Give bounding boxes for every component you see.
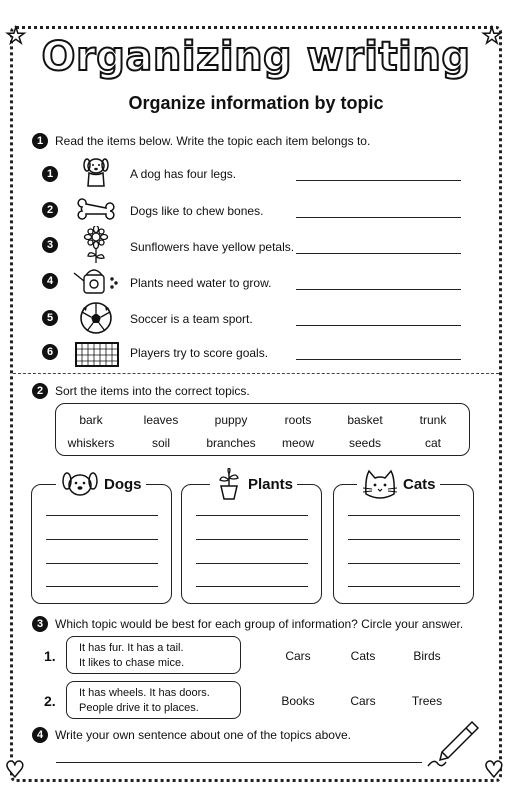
answer-choice[interactable]: Cars (285, 649, 311, 663)
answer-line[interactable] (296, 325, 461, 326)
soccer-ball-icon (74, 302, 118, 334)
answer-choice[interactable]: Birds (413, 649, 441, 663)
topic-label: Cats (403, 475, 436, 493)
clue-line: It has wheels. It has doors. (79, 687, 210, 699)
word-bank (55, 403, 470, 456)
question-box (66, 636, 241, 674)
answer-line[interactable] (348, 539, 460, 540)
item-number: 4 (42, 273, 58, 289)
answer-line[interactable] (296, 180, 461, 181)
answer-line[interactable] (348, 586, 460, 587)
item-number: 3 (42, 237, 58, 253)
word-bank-item: basket (347, 413, 383, 427)
section-3-badge: 3 (32, 616, 48, 632)
word-bank-item: trunk (419, 413, 447, 427)
question-box (66, 681, 241, 719)
dog-icon (74, 155, 118, 187)
answer-choice[interactable]: Cats (350, 649, 376, 663)
topic-label: Plants (248, 475, 294, 493)
topic-header-cats (357, 468, 440, 500)
word-bank-item: bark (79, 413, 103, 427)
dog-icon (60, 468, 100, 500)
topic-header-plants (210, 468, 297, 500)
section-3-instruction: Which topic would be best for each group of information? Circle your answer. (55, 617, 464, 631)
item-text: Players try to score goals. (130, 346, 269, 360)
item-text: Soccer is a team sport. (130, 312, 253, 326)
answer-line[interactable] (348, 515, 460, 516)
answer-line[interactable] (296, 253, 461, 254)
question-number: 1. (44, 648, 56, 664)
sentence-answer-line[interactable] (56, 762, 422, 763)
topic-box-dogs (31, 484, 172, 604)
word-bank-item: seeds (348, 436, 382, 450)
item-text: Dogs like to chew bones. (130, 204, 264, 218)
item-text: A dog has four legs. (130, 167, 237, 181)
item-number: 5 (42, 310, 58, 326)
answer-line[interactable] (46, 586, 158, 587)
answer-line[interactable] (196, 539, 308, 540)
section-4-badge: 4 (32, 727, 48, 743)
section-2-badge: 2 (32, 383, 48, 399)
section-2-instruction: Sort the items into the correct topics. (55, 384, 250, 398)
clue-line: People drive it to places. (79, 702, 199, 714)
section-1-badge: 1 (32, 133, 48, 149)
answer-line[interactable] (46, 515, 158, 516)
bone-icon (74, 195, 118, 227)
question-number: 2. (44, 693, 56, 709)
answer-line[interactable] (196, 563, 308, 564)
topic-label: Dogs (104, 475, 142, 493)
clue-line: It has fur. It has a tail. (79, 642, 184, 654)
topic-header-dogs (56, 468, 146, 500)
item-text: Plants need water to grow. (130, 276, 272, 290)
goal-net-icon (74, 338, 120, 370)
potted-plant-icon (214, 468, 244, 500)
answer-line[interactable] (296, 217, 461, 218)
watering-can-icon (72, 265, 124, 297)
answer-line[interactable] (296, 359, 461, 360)
word-bank-item: soil (151, 436, 170, 450)
word-bank-item: whiskers (67, 436, 115, 450)
star-icon: ★ (482, 24, 502, 49)
item-number: 2 (42, 202, 58, 218)
item-number: 1 (42, 166, 58, 182)
heart-icon: ♥ (484, 758, 504, 783)
word-bank-item: cat (424, 436, 441, 450)
topic-box-cats (333, 484, 474, 604)
answer-choice[interactable]: Cars (350, 694, 376, 708)
answer-line[interactable] (196, 586, 308, 587)
section-4-instruction: Write your own sentence about one of the topics above. (55, 728, 351, 742)
clue-line: It likes to chase mice. (79, 657, 185, 669)
answer-line[interactable] (348, 563, 460, 564)
answer-line[interactable] (46, 539, 158, 540)
answer-choice[interactable]: Books (281, 694, 315, 708)
answer-line[interactable] (296, 289, 461, 290)
word-bank-item: roots (284, 413, 312, 427)
pencil-icon (426, 718, 482, 770)
answer-line[interactable] (46, 563, 158, 564)
item-number: 6 (42, 344, 58, 360)
star-icon: ★ (6, 24, 26, 49)
cat-icon (361, 468, 399, 500)
word-bank-item: meow (281, 436, 314, 450)
word-bank-item: puppy (214, 413, 248, 427)
word-bank-item: leaves (143, 413, 179, 427)
answer-choice[interactable]: Trees (411, 694, 443, 708)
section-divider (13, 373, 499, 374)
answer-line[interactable] (196, 515, 308, 516)
heart-icon: ♥ (5, 758, 25, 783)
item-text: Sunflowers have yellow petals. (130, 240, 295, 254)
word-bank-item: branches (206, 436, 256, 450)
topic-box-plants (181, 484, 322, 604)
section-1-instruction: Read the items below. Write the topic each item belongs to. (55, 134, 371, 148)
page-subtitle: Organize information by topic (128, 93, 384, 113)
page-title: Organizing writing (41, 34, 471, 80)
sunflower-icon (74, 226, 118, 264)
